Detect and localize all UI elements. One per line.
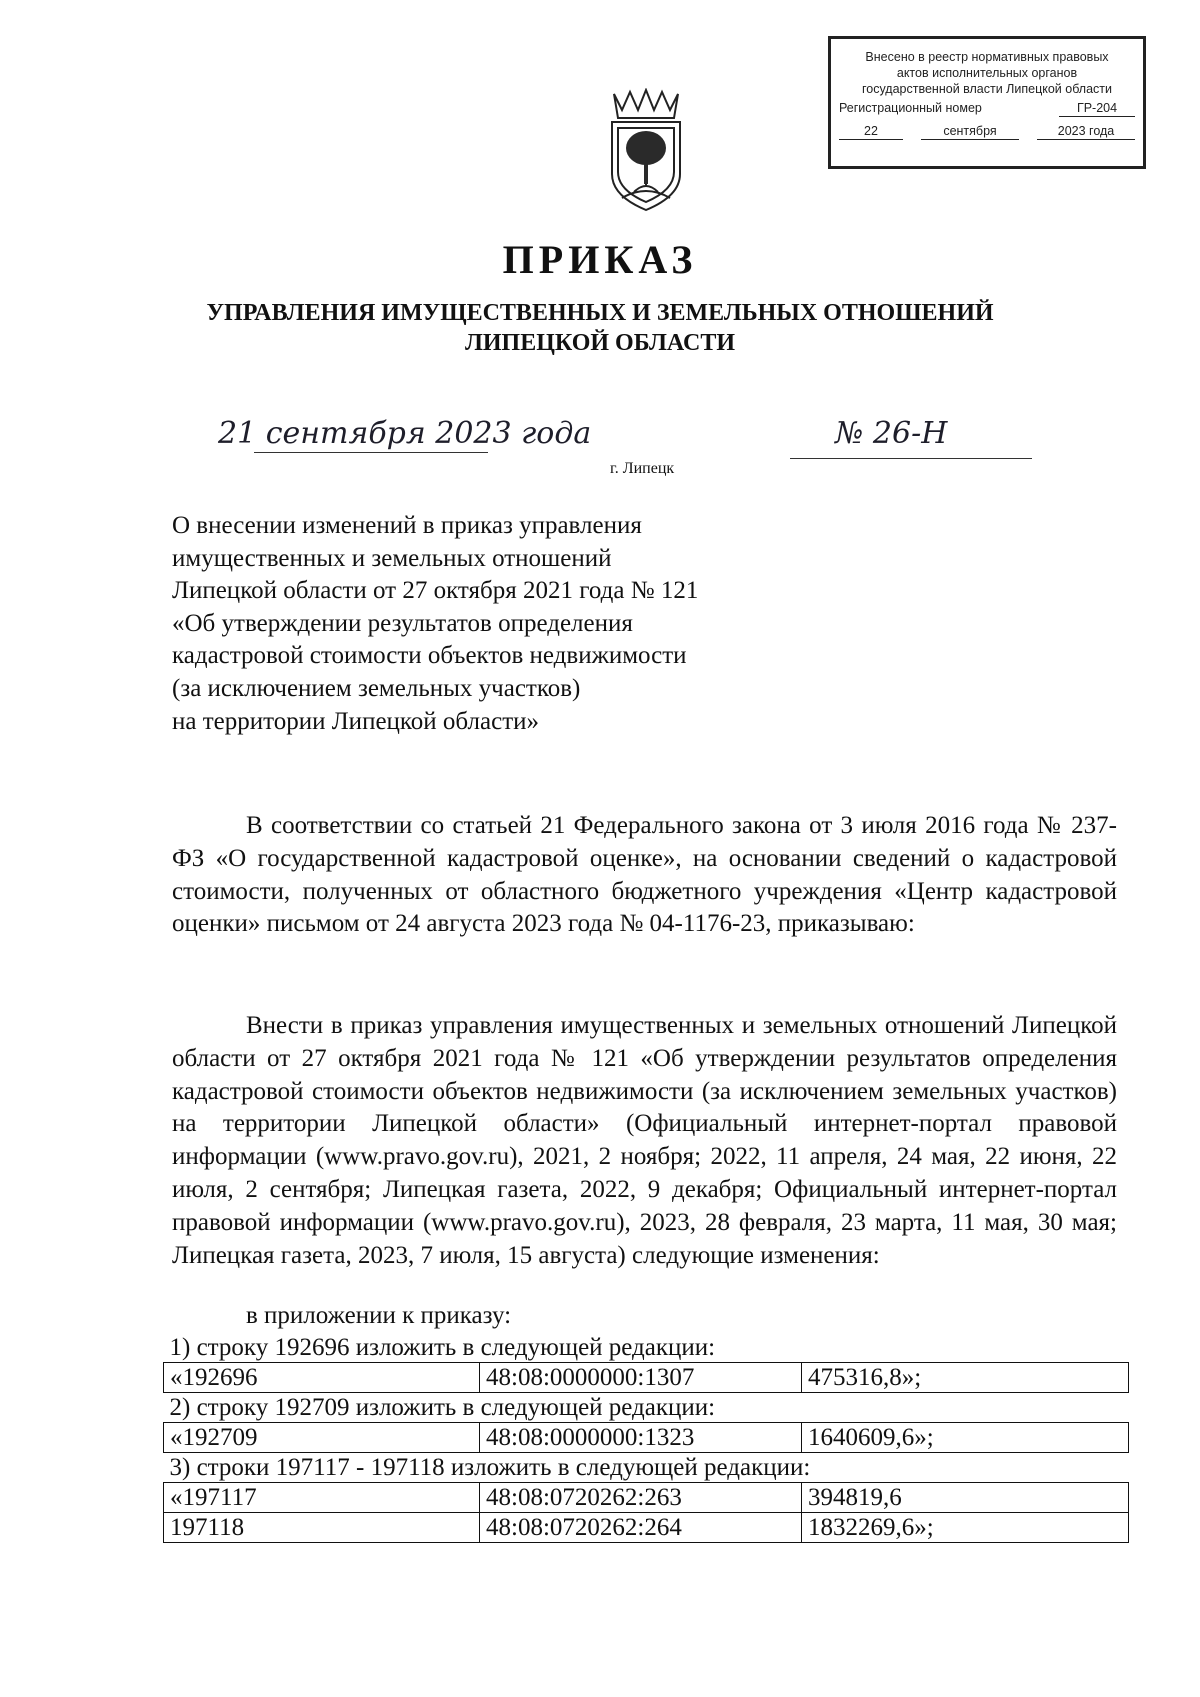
subject-line: кадастровой стоимости объектов недвижимости xyxy=(172,642,687,670)
coat-of-arms-icon xyxy=(600,88,692,216)
date-underline xyxy=(254,452,488,453)
number-underline xyxy=(790,458,1032,459)
stamp-line-2: актов исполнительных органов xyxy=(896,66,1078,80)
amendment-caption-row xyxy=(164,1333,1129,1363)
amendment-caption: 2) строку 192709 изложить в следующей редакции: xyxy=(164,1393,1129,1423)
row-number-cell: «192709 xyxy=(164,1423,480,1453)
subject-line: (за исключением земельных участков) xyxy=(172,674,581,702)
cadastral-number-cell: 48:08:0720262:263 xyxy=(480,1483,802,1513)
subject-line: имущественных и земельных отношений xyxy=(172,544,612,572)
stamp-month: сентября xyxy=(921,123,1019,140)
row-number-cell: «197117 xyxy=(164,1483,480,1513)
order-paragraph: Внести в приказ управления имущественных и земельных отношений Липецкой области от 27 октября 2021 года № 121 «Об утверждении результатов определения кадастровой стоимости объектов недвижимости (за исключением земельных участков) на территории Липецкой области» (Официальный интернет-портал правовой информации (www.pravo.gov.ru), 2021, 2 ноября; 2022, 11 апреля, 24 мая, 22 июня, 22 июля, 2 сентября; Липецкая газета, 2022, 9 декабря; Официальный интернет-портал правовой информации (www.pravo.gov.ru), 2023, 28 февраля, 23 марта, 11 мая, 30 мая; Липецкая газета, 2023, 7 июля, 15 августа) следующие изменения: xyxy=(172,1012,1117,1269)
document-subject xyxy=(172,510,792,738)
cadastral-value-cell: 394819,6 xyxy=(802,1483,1129,1513)
stamp-line-3: государственной власти Липецкой области xyxy=(861,82,1113,96)
amendment-caption: 3) строки 197117 - 197118 изложить в следующей редакции: xyxy=(164,1453,1129,1483)
registration-stamp xyxy=(828,36,1146,169)
preamble-paragraph: В соответствии со статьей 21 Федерального закона от 3 июля 2016 года № 237-ФЗ «О государственной кадастровой оценке», на основании сведений о кадастровой стоимости, полученных от областного бюджетного учреждения «Центр кадастровой оценки» письмом от 24 августа 2023 года № 04-1176-23, приказываю: xyxy=(172,812,1117,938)
subject-line: «Об утверждении результатов определения xyxy=(172,609,633,637)
document-subtitle xyxy=(0,298,1200,358)
amendment-caption-row xyxy=(164,1453,1129,1483)
subtitle-line-1: УПРАВЛЕНИЯ ИМУЩЕСТВЕННЫХ И ЗЕМЕЛЬНЫХ ОТНОШЕНИЙ xyxy=(206,300,994,326)
cadastral-value-cell: 1832269,6»; xyxy=(802,1513,1129,1543)
row-number-cell: «192696 xyxy=(164,1363,480,1393)
stamp-registration-label: Регистрационный номер xyxy=(839,101,982,115)
handwritten-number: № 26-Н xyxy=(835,416,948,451)
stamp-registration-number: ГР-204 xyxy=(1059,100,1135,117)
stamp-year: 2023 года xyxy=(1037,123,1135,140)
subtitle-line-2: ЛИПЕЦКОЙ ОБЛАСТИ xyxy=(465,330,735,356)
cadastral-value-cell: 475316,8»; xyxy=(802,1363,1129,1393)
subject-line: О внесении изменений в приказ управления xyxy=(172,512,642,539)
row-number-cell: 197118 xyxy=(164,1513,480,1543)
stamp-registration-row xyxy=(839,100,1135,117)
amendment-caption: 1) строку 192696 изложить в следующей редакции: xyxy=(164,1333,1129,1363)
cadastral-number-cell: 48:08:0000000:1307 xyxy=(480,1363,802,1393)
table-row xyxy=(164,1513,1129,1543)
cadastral-number-cell: 48:08:0720262:264 xyxy=(480,1513,802,1543)
cadastral-value-cell: 1640609,6»; xyxy=(802,1423,1129,1453)
table-row xyxy=(164,1483,1129,1513)
cadastral-number-cell: 48:08:0000000:1323 xyxy=(480,1423,802,1453)
amendment-caption-row xyxy=(164,1393,1129,1423)
document-title: ПРИКАЗ xyxy=(502,237,698,282)
subject-line: на территории Липецкой области» xyxy=(172,707,539,735)
subject-line: Липецкой области от 27 октября 2021 года № 121 xyxy=(172,577,699,605)
table-row xyxy=(164,1423,1129,1453)
stamp-date-row xyxy=(839,123,1135,140)
city-label: г. Липецк xyxy=(610,460,675,477)
stamp-day: 22 xyxy=(839,123,903,140)
table-row xyxy=(164,1363,1129,1393)
application-line: в приложении к приказу: xyxy=(246,1302,512,1329)
stamp-line-1: Внесено в реестр нормативных правовых xyxy=(865,50,1109,64)
amendments-table xyxy=(163,1333,1129,1543)
handwritten-date: 21 сентября 2023 года xyxy=(218,416,592,451)
